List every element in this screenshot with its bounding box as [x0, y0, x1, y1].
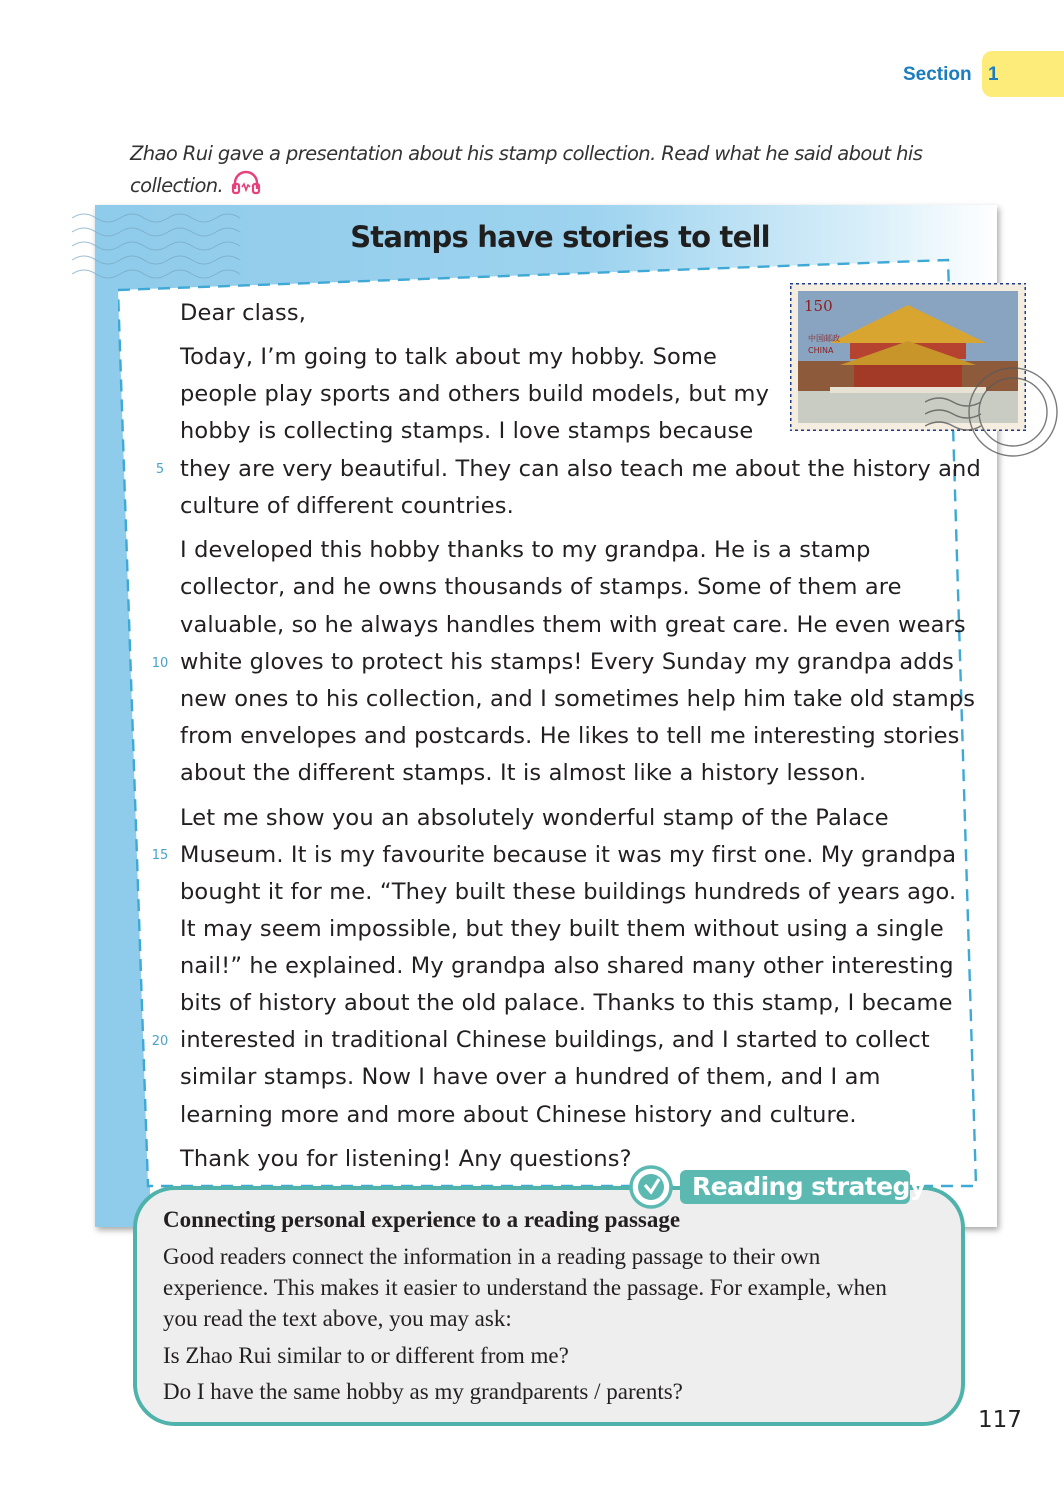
line-number-5: 5 [155, 462, 165, 477]
page-number: 117 [978, 1407, 1022, 1433]
reading-strategy-badge [628, 1164, 926, 1210]
reading-strategy-pill [680, 1170, 926, 1204]
article-line-21: similar stamps. Now I have over a hundred of them, and I am [180, 1064, 881, 1090]
line-number-10: 10 [151, 656, 169, 671]
intro-line-1: Zhao Rui gave a presentation about his stamp collection. Read what he said about his [130, 142, 923, 165]
article-line-16: bought it for me. “They built these buildings hundreds of years ago. [180, 879, 957, 905]
headphones-icon[interactable] [231, 169, 261, 204]
intro-text [130, 138, 950, 204]
article-line-1: Dear class, [180, 300, 307, 326]
article-line-18: nail!” he explained. My grandpa also shared many other interesting [180, 953, 954, 979]
line-number-20: 20 [151, 1034, 169, 1049]
section-label: Section [903, 64, 972, 85]
article-line-9: valuable, so he always handles them with great care. He even wears [180, 612, 966, 638]
article-line-20: interested in traditional Chinese buildings, and I started to collect [180, 1027, 930, 1053]
article-line-17: It may seem impossible, but they built them without using a single [180, 916, 944, 942]
intro-line-2-text: collection. [130, 174, 224, 197]
article-line-8: collector, and he owns thousands of stamps. Some of them are [180, 574, 902, 600]
article-line-14: Let me show you an absolutely wonderful stamp of the Palace [180, 805, 889, 831]
line-number-15: 15 [151, 848, 169, 863]
article-line-7: I developed this hobby thanks to my grandpa. He is a stamp [180, 537, 871, 563]
article-line-13: about the different stamps. It is almost like a history lesson. [180, 760, 867, 786]
article-line-15: Museum. It is my favourite because it was my first one. My grandpa [180, 842, 957, 868]
article-line-19: bits of history about the old palace. Thanks to this stamp, I became [180, 990, 953, 1016]
stamp-value: 150 [804, 297, 833, 315]
article-line-3: people play sports and others build models, but my [180, 381, 770, 407]
section-number-tab [982, 51, 1064, 97]
article-line-6: culture of different countries. [180, 493, 514, 519]
reading-strategy-icon [628, 1164, 674, 1210]
article-line-11: new ones to his collection, and I sometimes help him take old stamps [180, 686, 976, 712]
article-title: Stamps have stories to tell [350, 220, 770, 254]
stamp-country: 中国邮政 [808, 334, 840, 343]
article-line-2: Today, I’m going to talk about my hobby. Some [180, 344, 718, 370]
stamp-country-en: CHINA [808, 346, 834, 355]
article-line-5: they are very beautiful. They can also teach me about the history and [180, 456, 981, 482]
postmark-icon [925, 362, 1064, 466]
article-line-22: learning more and more about Chinese history and culture. [180, 1102, 857, 1128]
strategy-line-2: experience. This makes it easier to understand the passage. For example, when [163, 1275, 887, 1300]
strategy-line-5: Do I have the same hobby as my grandparents / parents? [163, 1379, 683, 1404]
article-line-12: from envelopes and postcards. He likes to tell me interesting stories [180, 723, 960, 749]
strategy-title: Connecting personal experience to a reading passage [163, 1207, 681, 1232]
intro-line-2 [130, 169, 950, 204]
reading-strategy-label: Reading strategy [692, 1172, 926, 1201]
strategy-line-1: Good readers connect the information in a reading passage to their own [163, 1244, 821, 1269]
article-line-10: white gloves to protect his stamps! Every Sunday my grandpa adds [180, 649, 955, 675]
section-tab [900, 51, 1064, 97]
strategy-line-3: you read the text above, you may ask: [163, 1306, 512, 1331]
strategy-line-4: Is Zhao Rui similar to or different from me? [163, 1343, 569, 1368]
article-line-4: hobby is collecting stamps. I love stamps because [180, 418, 754, 444]
section-number: 1 [988, 64, 999, 85]
article-line-23: Thank you for listening! Any questions? [180, 1146, 632, 1172]
